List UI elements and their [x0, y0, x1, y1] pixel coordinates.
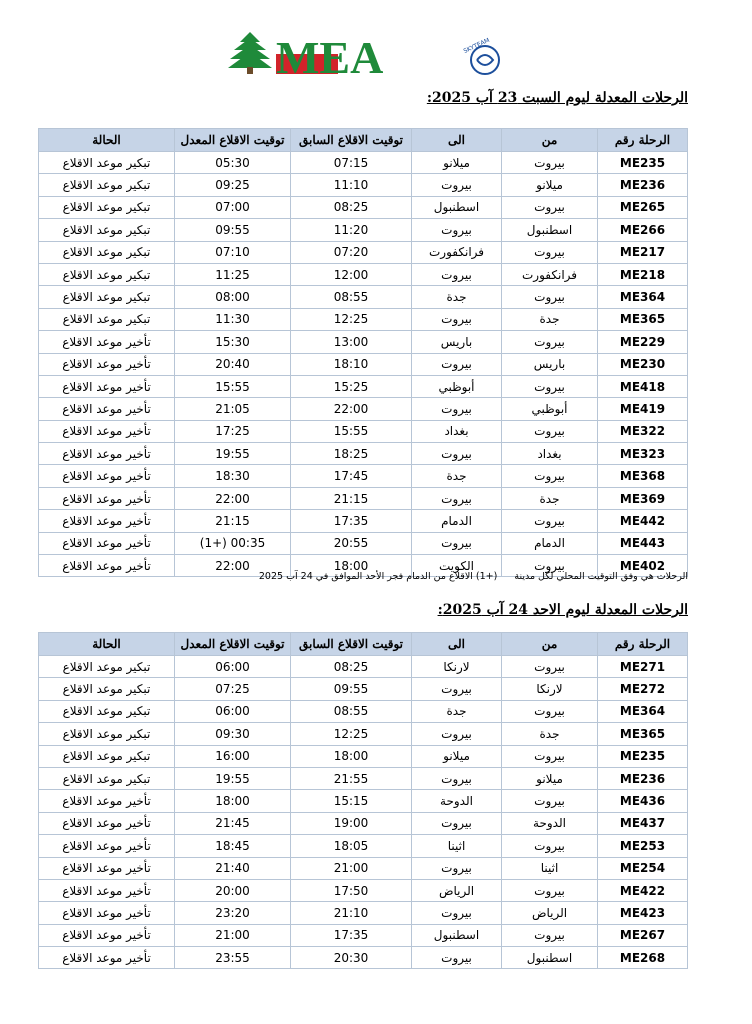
cell-new-time: 21:05 — [175, 398, 291, 420]
cell-status: تبكير موعد الاقلاع — [39, 241, 175, 263]
cell-previous-time: 11:10 — [291, 174, 412, 196]
skyteam-icon — [460, 34, 506, 80]
cell-destination: الدمام — [412, 510, 502, 532]
cell-previous-time: 17:35 — [291, 924, 412, 946]
header-status: الحالة — [39, 633, 175, 656]
cell-status: تبكير موعد الاقلاع — [39, 174, 175, 196]
logo-text: MEA — [276, 32, 384, 82]
cell-previous-time: 07:20 — [291, 241, 412, 263]
cell-destination: أبوظبي — [412, 375, 502, 397]
header-to: الى — [412, 633, 502, 656]
cell-status: تأخير موعد الاقلاع — [39, 857, 175, 879]
cell-origin: بيروت — [502, 745, 598, 767]
cell-flight-number: ME442 — [598, 510, 688, 532]
cell-flight-number: ME217 — [598, 241, 688, 263]
table-row — [39, 767, 688, 789]
cell-flight-number: ME267 — [598, 924, 688, 946]
table-row — [39, 219, 688, 241]
cell-flight-number: ME271 — [598, 656, 688, 678]
sunday-title: الرحلات المعدلة ليوم الاحد 24 آب 2025: — [437, 602, 688, 618]
cell-new-time: 08:00 — [175, 286, 291, 308]
table-row — [39, 308, 688, 330]
table-row — [39, 678, 688, 700]
cell-previous-time: 18:00 — [291, 555, 412, 577]
cell-origin: أبوظبي — [502, 398, 598, 420]
cell-new-time: 19:55 — [175, 443, 291, 465]
cell-origin: بيروت — [502, 555, 598, 577]
cell-destination: بيروت — [412, 812, 502, 834]
cell-status: تأخير موعد الاقلاع — [39, 902, 175, 924]
cell-status: تأخير موعد الاقلاع — [39, 532, 175, 554]
cell-previous-time: 13:00 — [291, 331, 412, 353]
table-row — [39, 263, 688, 285]
saturday-title: الرحلات المعدلة ليوم السبت 23 آب 2025: — [426, 90, 688, 106]
cell-destination: بيروت — [412, 678, 502, 700]
cell-origin: ميلانو — [502, 767, 598, 789]
table-row — [39, 790, 688, 812]
cell-flight-number: ME254 — [598, 857, 688, 879]
cell-destination: بيروت — [412, 487, 502, 509]
cell-new-time: 23:55 — [175, 947, 291, 969]
cell-origin: فرانكفورت — [502, 263, 598, 285]
cell-destination: بيروت — [412, 263, 502, 285]
saturday-flights-table — [38, 128, 688, 577]
cell-new-time: 21:45 — [175, 812, 291, 834]
table-row — [39, 812, 688, 834]
cell-flight-number: ME423 — [598, 902, 688, 924]
cell-previous-time: 18:00 — [291, 745, 412, 767]
cell-destination: اسطنبول — [412, 924, 502, 946]
table-row — [39, 924, 688, 946]
cell-origin: لارنكا — [502, 678, 598, 700]
cell-destination: بيروت — [412, 308, 502, 330]
cell-origin: بيروت — [502, 656, 598, 678]
cell-destination: باريس — [412, 331, 502, 353]
cell-status: تبكير موعد الاقلاع — [39, 656, 175, 678]
cell-flight-number: ME229 — [598, 331, 688, 353]
cell-new-time: 21:40 — [175, 857, 291, 879]
cell-destination: بيروت — [412, 398, 502, 420]
header-from: من — [502, 633, 598, 656]
cell-previous-time: 21:55 — [291, 767, 412, 789]
cell-origin: بيروت — [502, 465, 598, 487]
table-row — [39, 174, 688, 196]
cell-new-time: 20:00 — [175, 879, 291, 901]
cell-previous-time: 08:25 — [291, 196, 412, 218]
cell-new-time: 05:30 — [175, 152, 291, 174]
header-to: الى — [412, 129, 502, 152]
cell-status: تأخير موعد الاقلاع — [39, 443, 175, 465]
table-header-row — [39, 129, 688, 152]
table-row — [39, 353, 688, 375]
cell-previous-time: 21:15 — [291, 487, 412, 509]
cell-previous-time: 17:50 — [291, 879, 412, 901]
cell-previous-time: 15:25 — [291, 375, 412, 397]
cell-previous-time: 07:15 — [291, 152, 412, 174]
cell-new-time: 11:30 — [175, 308, 291, 330]
cell-origin: جدة — [502, 723, 598, 745]
note-plus-one: (+1) الاقلاع من الدمام فجر الأحد الموافق في 24 آب 2025 — [258, 571, 498, 582]
cell-status: تأخير موعد الاقلاع — [39, 555, 175, 577]
cell-new-time: 22:00 — [175, 487, 291, 509]
cell-previous-time: 21:00 — [291, 857, 412, 879]
cell-destination: الكويت — [412, 555, 502, 577]
cell-destination: الدوحة — [412, 790, 502, 812]
table-row — [39, 465, 688, 487]
cell-status: تأخير موعد الاقلاع — [39, 812, 175, 834]
cell-flight-number: ME272 — [598, 678, 688, 700]
cell-status: تأخير موعد الاقلاع — [39, 924, 175, 946]
table-row — [39, 152, 688, 174]
cell-destination: ميلانو — [412, 152, 502, 174]
cell-flight-number: ME418 — [598, 375, 688, 397]
cell-origin: الدمام — [502, 532, 598, 554]
cell-origin: اسطنبول — [502, 219, 598, 241]
cell-previous-time: 18:25 — [291, 443, 412, 465]
cell-new-time: 17:25 — [175, 420, 291, 442]
cell-new-time: 19:55 — [175, 767, 291, 789]
cell-origin: بيروت — [502, 790, 598, 812]
cell-previous-time: 15:55 — [291, 420, 412, 442]
cell-new-time: 09:25 — [175, 174, 291, 196]
header-status: الحالة — [39, 129, 175, 152]
cell-previous-time: 18:10 — [291, 353, 412, 375]
cell-previous-time: 20:55 — [291, 532, 412, 554]
table-row — [39, 656, 688, 678]
cell-status: تأخير موعد الاقلاع — [39, 835, 175, 857]
cell-status: تأخير موعد الاقلاع — [39, 487, 175, 509]
cell-flight-number: ME236 — [598, 174, 688, 196]
header-prev-time: توقيت الاقلاع السابق — [291, 129, 412, 152]
cell-new-time: 09:30 — [175, 723, 291, 745]
cell-status: تأخير موعد الاقلاع — [39, 331, 175, 353]
mea-logo — [228, 30, 518, 82]
cell-destination: جدة — [412, 286, 502, 308]
table-row — [39, 745, 688, 767]
cell-origin: بيروت — [502, 420, 598, 442]
cell-new-time: 07:00 — [175, 196, 291, 218]
cell-flight-number: ME365 — [598, 308, 688, 330]
cell-new-time: 20:40 — [175, 353, 291, 375]
cell-flight-number: ME218 — [598, 263, 688, 285]
cell-flight-number: ME230 — [598, 353, 688, 375]
cell-destination: بيروت — [412, 723, 502, 745]
cell-previous-time: 20:30 — [291, 947, 412, 969]
table-row — [39, 286, 688, 308]
cell-flight-number: ME236 — [598, 767, 688, 789]
cell-origin: بغداد — [502, 443, 598, 465]
cell-destination: بيروت — [412, 443, 502, 465]
table-row — [39, 857, 688, 879]
cell-origin: جدة — [502, 487, 598, 509]
header-prev-time: توقيت الاقلاع السابق — [291, 633, 412, 656]
cell-flight-number: ME265 — [598, 196, 688, 218]
cell-origin: بيروت — [502, 700, 598, 722]
cell-flight-number: ME436 — [598, 790, 688, 812]
cell-origin: الدوحة — [502, 812, 598, 834]
cell-destination: بيروت — [412, 174, 502, 196]
table-row — [39, 947, 688, 969]
cell-origin: بيروت — [502, 835, 598, 857]
cell-status: تأخير موعد الاقلاع — [39, 420, 175, 442]
cell-flight-number: ME235 — [598, 745, 688, 767]
skyteam-text: SKYTEAM — [462, 36, 491, 55]
note-local-time: الرحلات هي وفق التوقيت المحلي لكل مدينة — [514, 571, 688, 582]
table-row — [39, 241, 688, 263]
cell-new-time: 15:30 — [175, 331, 291, 353]
table-row — [39, 510, 688, 532]
cell-flight-number: ME253 — [598, 835, 688, 857]
cell-previous-time: 08:55 — [291, 286, 412, 308]
cell-flight-number: ME364 — [598, 286, 688, 308]
cell-destination: اثينا — [412, 835, 502, 857]
cell-origin: بيروت — [502, 241, 598, 263]
cell-flight-number: ME369 — [598, 487, 688, 509]
cell-new-time: 11:25 — [175, 263, 291, 285]
cell-origin: بيروت — [502, 331, 598, 353]
cell-new-time: 18:45 — [175, 835, 291, 857]
cell-status: تأخير موعد الاقلاع — [39, 398, 175, 420]
cell-flight-number: ME419 — [598, 398, 688, 420]
cell-flight-number: ME268 — [598, 947, 688, 969]
cell-status: تأخير موعد الاقلاع — [39, 790, 175, 812]
cell-status: تأخير موعد الاقلاع — [39, 947, 175, 969]
cell-destination: بغداد — [412, 420, 502, 442]
table-row — [39, 443, 688, 465]
cell-status: تبكير موعد الاقلاع — [39, 152, 175, 174]
table-row — [39, 902, 688, 924]
cell-new-time: 15:55 — [175, 375, 291, 397]
cell-previous-time: 09:55 — [291, 678, 412, 700]
cell-status: تأخير موعد الاقلاع — [39, 375, 175, 397]
cell-new-time: 09:55 — [175, 219, 291, 241]
table-row — [39, 331, 688, 353]
cell-destination: فرانكفورت — [412, 241, 502, 263]
cell-origin: بيروت — [502, 152, 598, 174]
cell-status: تأخير موعد الاقلاع — [39, 510, 175, 532]
cell-previous-time: 22:00 — [291, 398, 412, 420]
cell-flight-number: ME443 — [598, 532, 688, 554]
header-flight: الرحلة رقم — [598, 633, 688, 656]
cell-previous-time: 17:45 — [291, 465, 412, 487]
cell-status: تأخير موعد الاقلاع — [39, 465, 175, 487]
table-row — [39, 723, 688, 745]
cell-destination: بيروت — [412, 947, 502, 969]
table-row — [39, 487, 688, 509]
cell-status: تبكير موعد الاقلاع — [39, 700, 175, 722]
cell-new-time: 06:00 — [175, 700, 291, 722]
cell-previous-time: 08:55 — [291, 700, 412, 722]
cell-destination: بيروت — [412, 902, 502, 924]
cell-previous-time: 11:20 — [291, 219, 412, 241]
cell-destination: جدة — [412, 465, 502, 487]
sunday-flights-table — [38, 632, 688, 969]
cell-new-time: 18:00 — [175, 790, 291, 812]
cell-new-time: 21:00 — [175, 924, 291, 946]
cell-destination: بيروت — [412, 857, 502, 879]
cell-previous-time: 19:00 — [291, 812, 412, 834]
cell-new-time: 23:20 — [175, 902, 291, 924]
cell-new-time: 16:00 — [175, 745, 291, 767]
cell-flight-number: ME266 — [598, 219, 688, 241]
table-row — [39, 398, 688, 420]
cell-flight-number: ME364 — [598, 700, 688, 722]
cell-previous-time: 08:25 — [291, 656, 412, 678]
table-row — [39, 532, 688, 554]
cell-destination: بيروت — [412, 532, 502, 554]
cell-status: تأخير موعد الاقلاع — [39, 353, 175, 375]
cell-origin: جدة — [502, 308, 598, 330]
cell-status: تأخير موعد الاقلاع — [39, 879, 175, 901]
cell-previous-time: 12:00 — [291, 263, 412, 285]
cell-new-time: 22:00 — [175, 555, 291, 577]
cell-flight-number: ME323 — [598, 443, 688, 465]
cell-status: تبكير موعد الاقلاع — [39, 678, 175, 700]
cell-status: تبكير موعد الاقلاع — [39, 219, 175, 241]
cell-destination: الرياض — [412, 879, 502, 901]
cell-flight-number: ME322 — [598, 420, 688, 442]
header-new-time: توقيت الاقلاع المعدل — [175, 129, 291, 152]
cell-new-time: 07:10 — [175, 241, 291, 263]
table-header-row — [39, 633, 688, 656]
header-from: من — [502, 129, 598, 152]
table-row — [39, 835, 688, 857]
header-flight: الرحلة رقم — [598, 129, 688, 152]
cell-new-time: 00:35 (+1) — [175, 532, 291, 554]
cell-status: تبكير موعد الاقلاع — [39, 767, 175, 789]
cell-status: تبكير موعد الاقلاع — [39, 196, 175, 218]
cell-previous-time: 21:10 — [291, 902, 412, 924]
cell-status: تبكير موعد الاقلاع — [39, 723, 175, 745]
cell-previous-time: 18:05 — [291, 835, 412, 857]
cell-new-time: 07:25 — [175, 678, 291, 700]
cell-destination: اسطنبول — [412, 196, 502, 218]
cell-origin: بيروت — [502, 879, 598, 901]
cell-new-time: 06:00 — [175, 656, 291, 678]
table-row — [39, 700, 688, 722]
cell-flight-number: ME368 — [598, 465, 688, 487]
cell-new-time: 18:30 — [175, 465, 291, 487]
cell-origin: بيروت — [502, 510, 598, 532]
cell-status: تبكير موعد الاقلاع — [39, 286, 175, 308]
cell-origin: بيروت — [502, 924, 598, 946]
cell-status: تبكير موعد الاقلاع — [39, 745, 175, 767]
cell-flight-number: ME437 — [598, 812, 688, 834]
table-row — [39, 375, 688, 397]
cell-status: تبكير موعد الاقلاع — [39, 263, 175, 285]
cell-destination: ميلانو — [412, 745, 502, 767]
cell-destination: جدة — [412, 700, 502, 722]
table-row — [39, 196, 688, 218]
cell-previous-time: 12:25 — [291, 723, 412, 745]
cell-previous-time: 15:15 — [291, 790, 412, 812]
cell-origin: باريس — [502, 353, 598, 375]
cell-flight-number: ME422 — [598, 879, 688, 901]
cell-previous-time: 12:25 — [291, 308, 412, 330]
cell-destination: بيروت — [412, 353, 502, 375]
cell-destination: لارنكا — [412, 656, 502, 678]
cell-flight-number: ME235 — [598, 152, 688, 174]
cell-destination: بيروت — [412, 219, 502, 241]
footnote — [245, 571, 688, 582]
cell-origin: ميلانو — [502, 174, 598, 196]
cell-origin: اسطنبول — [502, 947, 598, 969]
cell-new-time: 21:15 — [175, 510, 291, 532]
table-row — [39, 420, 688, 442]
cell-flight-number: ME402 — [598, 555, 688, 577]
cell-destination: بيروت — [412, 767, 502, 789]
cell-previous-time: 17:35 — [291, 510, 412, 532]
cell-origin: الرياض — [502, 902, 598, 924]
cell-origin: بيروت — [502, 196, 598, 218]
cell-origin: بيروت — [502, 375, 598, 397]
cell-origin: بيروت — [502, 286, 598, 308]
cell-status: تبكير موعد الاقلاع — [39, 308, 175, 330]
cell-origin: اثينا — [502, 857, 598, 879]
table-row — [39, 879, 688, 901]
header-new-time: توقيت الاقلاع المعدل — [175, 633, 291, 656]
cell-flight-number: ME365 — [598, 723, 688, 745]
